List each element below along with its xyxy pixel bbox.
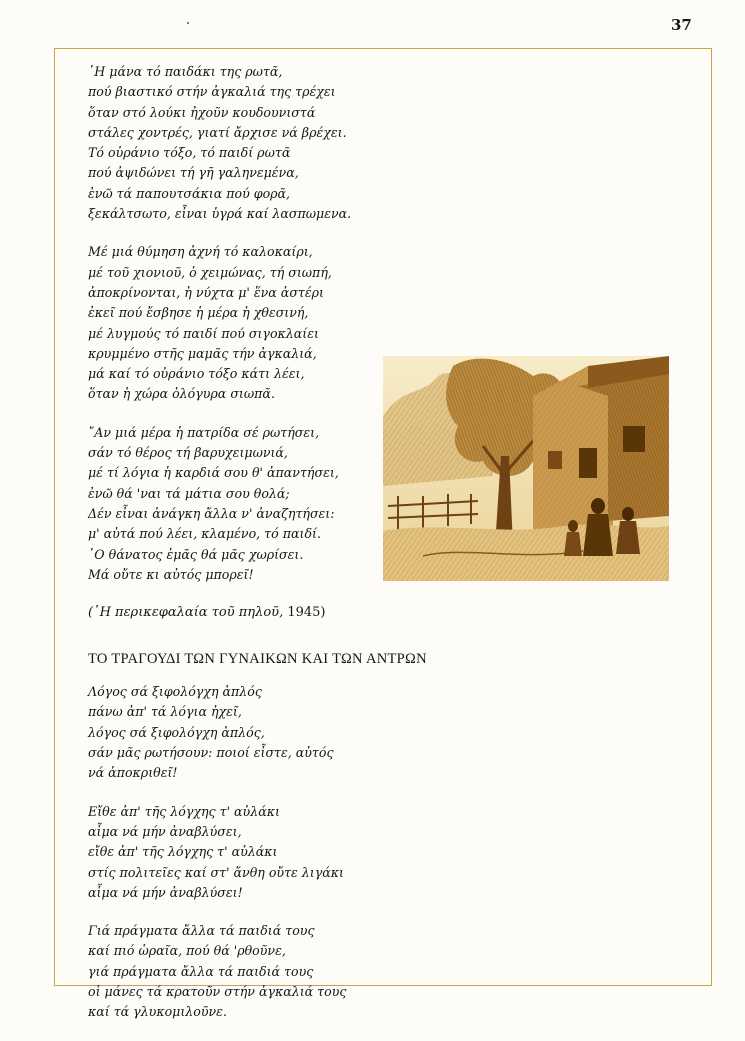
verse-line: Δέν εἶναι ἀνάγκη ἄλλα ν' ἀναζητήσει:	[88, 505, 335, 521]
verse-line: καί πιό ὡραῖα, πού θά 'ρθοῦνε,	[88, 943, 286, 959]
verse-line: Λόγος σά ξιφολόγχη ἁπλός	[88, 684, 262, 700]
poem-2	[88, 682, 698, 1022]
verse-line: Μέ μιά θύμηση ἀχνή τό καλοκαίρι,	[88, 244, 313, 260]
verse-line: ξεκάλτσωτο, εἶναι ὑγρά καί λασπωμενα.	[88, 206, 352, 222]
verse-line: μ' αὐτά πού λέει, κλαμένο, τό παιδί.	[88, 526, 321, 542]
verse-line: ῎Αν μιά μέρα ἡ πατρίδα σέ ρωτήσει,	[88, 424, 320, 440]
verse-line: Μά οὔτε κι αὐτός μπορεῖ!	[88, 566, 254, 582]
verse-line: πού ἀψιδώνει τή γῆ γαληνεμένα,	[88, 165, 299, 181]
verse-line: ὅταν στό λούκι ἠχοῦν κουδουνιστά	[88, 104, 316, 120]
verse-line: μά καί τό οὐράνιο τόξο κάτι λέει,	[88, 366, 305, 382]
verse-line: ἀποκρίνονται, ἡ νύχτα μ' ἕνα ἀστέρι	[88, 284, 324, 300]
poem-source	[88, 603, 698, 623]
verse-line: ὅταν ἡ χώρα ὁλόγυρα σιωπᾶ.	[88, 386, 275, 402]
verse-line: μέ λυγμούς τό παιδί πού σιγοκλαίει	[88, 325, 319, 341]
page-number: 37	[671, 16, 692, 34]
verse-line: εἴθε ἀπ' τῆς λόγχης τ' αὐλάκι	[88, 844, 278, 860]
verse-line: ῾Η μάνα τό παιδάκι της ρωτᾶ,	[88, 64, 283, 79]
verse-line: ῾Ο θάνατος ἐμᾶς θά μᾶς χωρίσει.	[88, 546, 304, 562]
source-title: (῾Η περικεφαλαία τοῦ πηλοῦ,	[88, 605, 284, 621]
speck	[187, 22, 189, 24]
verse-line: οἱ μάνες τά κρατοῦν στήν ἀγκαλιά τους	[88, 983, 347, 999]
stanza	[88, 62, 698, 224]
verse-line: πάνω ἀπ' τά λόγια ἠχεῖ,	[88, 704, 242, 720]
verse-line: λόγος σά ξιφολόγχη ἁπλός,	[88, 724, 265, 740]
verse-line: μέ τοῦ χιονιοῦ, ὁ χειμώνας, τή σιωπή,	[88, 264, 332, 280]
verse-line: αἷμα νά μήν ἀναβλύσει!	[88, 884, 243, 900]
sepia-engraving-illustration	[383, 356, 669, 581]
verse-line: στίς πολιτεῖες καί στ' ἄνθη οὔτε λιγάκι	[88, 864, 344, 880]
verse-line: στάλες χοντρές, γιατί ἄρχισε νά βρέχει.	[88, 124, 347, 140]
verse-line: Γιά πράγματα ἄλλα τά παιδιά τους	[88, 923, 315, 939]
verse-line: νά ἀποκριθεῖ!	[88, 765, 178, 781]
village-scene-image	[383, 356, 669, 581]
verse-line: μέ τί λόγια ἡ καρδιά σου θ' ἀπαντήσει,	[88, 465, 339, 481]
verse-line: Τό οὐράνιο τόξο, τό παιδί ρωτᾶ	[88, 145, 291, 161]
stanza	[88, 682, 698, 783]
poem-title: ΤΟ ΤΡΑΓΟΥΔΙ ΤΩΝ ΓΥΝΑΙΚΩΝ ΚΑΙ ΤΩΝ ΑΝΤΡΩΝ	[88, 651, 427, 668]
verse-line: αἷμα νά μήν ἀναβλύσει,	[88, 823, 242, 839]
verse-line: πού βιαστικό στήν ἀγκαλιά της τρέχει	[88, 84, 336, 100]
stanza	[88, 802, 698, 903]
verse-line: καί τά γλυκομιλοῦνε.	[88, 1004, 227, 1020]
verse-line: ἐκεῖ πού ἔσβησε ἡ μέρα ἡ χθεσινή,	[88, 305, 309, 321]
verse-line: σάν μᾶς ρωτήσουν: ποιοί εἶστε, αὐτός	[88, 745, 334, 761]
verse-line: γιά πράγματα ἄλλα τά παιδιά τους	[88, 963, 314, 979]
verse-line: ἐνῶ τά παπουτσάκια πού φορᾶ,	[88, 185, 291, 201]
source-year: 1945)	[287, 605, 326, 621]
verse-line: ἐνῶ θά 'ναι τά μάτια σου θολά;	[88, 485, 290, 501]
stanza	[88, 921, 698, 1022]
verse-line: κρυμμένο στῆς μαμᾶς τήν ἀγκαλιά,	[88, 345, 317, 361]
verse-line: σάν τό θέρος τή βαρυχειμωνιά,	[88, 445, 288, 461]
verse-line: Εἴθε ἀπ' τῆς λόγχης τ' αὐλάκι	[88, 803, 280, 819]
